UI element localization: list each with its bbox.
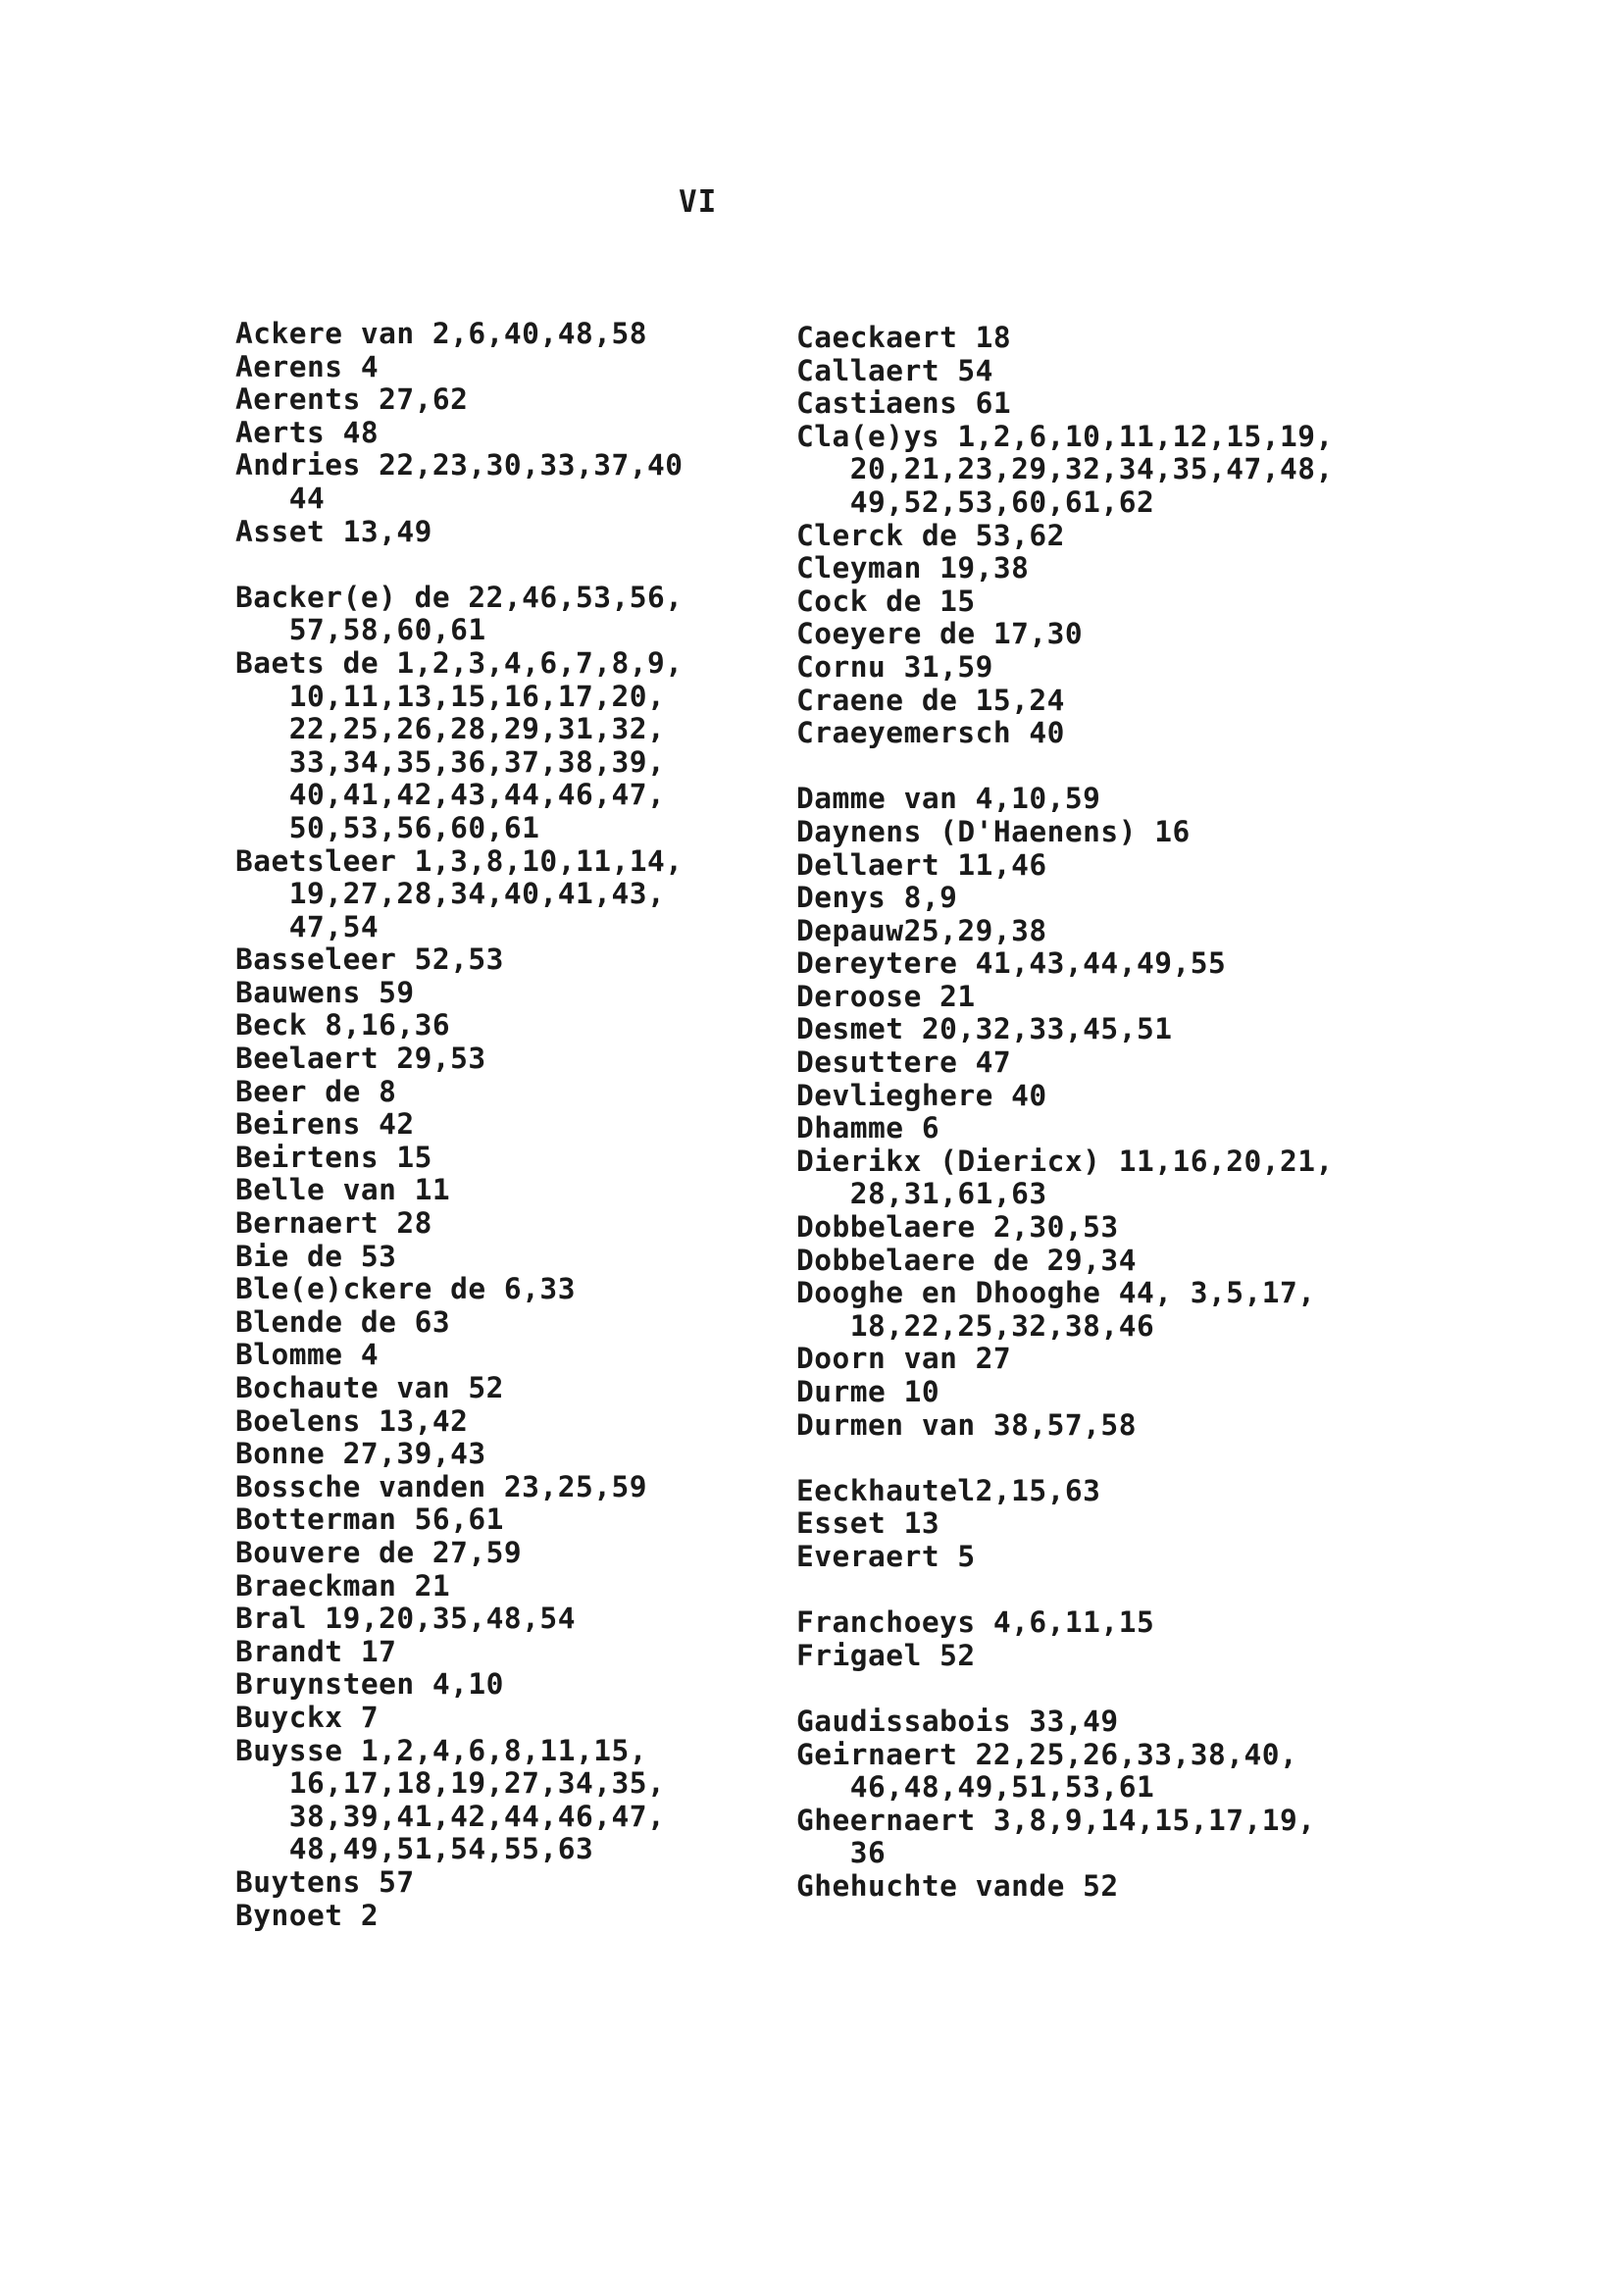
index-entry: Aerents 27,62 [235,382,469,417]
index-entry: Bouvere de 27,59 [235,1535,523,1569]
index-entry: Frigael 52 [796,1638,976,1672]
index-entry: Bruynsteen 4,10 [235,1667,504,1702]
index-entry: Botterman 56,61 [235,1502,504,1537]
index-entry: Desuttere 47 [796,1045,1012,1080]
index-letter-group [796,1606,1600,1672]
index-entry: Dereytere 41,43,44,49,55 [796,946,1227,981]
index-entry: Deroose 21 [796,979,976,1013]
index-entry: Bochaute van 52 [235,1371,504,1404]
index-entry: Beelaert 29,53 [235,1042,486,1076]
index-entry: Damme van 4,10,59 [796,782,1101,816]
index-entry: Craene de 15,24 [796,683,1065,717]
index-entry: 38,39,41,42,44,46,47, [235,1799,666,1833]
index-entry: Bie de 53 [235,1239,397,1273]
index-entry: Ackere van 2,6,40,48,58 [235,317,647,350]
group-gap [796,1442,1600,1475]
index-entry: Bynoet 2 [235,1898,380,1932]
index-entry: Dhamme 6 [796,1111,940,1146]
index-letter-group [796,1706,1600,1904]
index-entry: Bernaert 28 [235,1206,432,1241]
index-letter-group [796,783,1600,1442]
index-entry: Braeckman 21 [235,1568,451,1603]
index-entry: Caeckaert 18 [796,321,1012,354]
index-entry: Cornu 31,59 [796,649,993,684]
index-entry: Doorn van 27 [796,1342,1012,1376]
index-entry: 49,52,53,60,61,62 [796,484,1155,519]
index-entry: Beck 8,16,36 [235,1008,451,1043]
index-entry: 36 [796,1836,887,1870]
index-entry: Bossche vanden 23,25,59 [235,1469,647,1503]
index-entry: Baetsleer 1,3,8,10,11,14, [235,843,684,878]
index-entry: Desmet 20,32,33,45,51 [796,1012,1173,1046]
index-entry: 22,25,26,28,29,31,32, [235,712,666,746]
index-entry: Buysse 1,2,4,6,8,11,15, [235,1733,647,1767]
index-entry: Dellaert 11,46 [796,847,1047,882]
index-letter-group [235,318,824,548]
index-entry: Geirnaert 22,25,26,33,38,40, [796,1737,1298,1771]
index-entry: Clerck de 53,62 [796,518,1065,552]
index-entry: Bauwens 59 [235,975,415,1009]
index-entry: 28,31,61,63 [796,1177,1047,1211]
index-entry: 40,41,42,43,44,46,47, [235,778,666,812]
index-entry: Brandt 17 [235,1634,397,1668]
index-entry: Bral 19,20,35,48,54 [235,1602,576,1636]
index-entry: Devlieghere 40 [796,1078,1047,1112]
index-entry: Ble(e)ckere de 6,33 [235,1272,576,1306]
index-entry: Blomme 4 [235,1338,380,1372]
index-entry: Aerens 4 [235,349,380,383]
index-entry: Franchoeys 4,6,11,15 [796,1605,1155,1640]
index-entry: Cleyman 19,38 [796,551,1030,585]
index-entry: 57,58,60,61 [235,613,486,647]
index-entry: 33,34,35,36,37,38,39, [235,744,666,779]
index-entry: 20,21,23,29,32,34,35,47,48, [796,452,1334,486]
index-entry: Buytens 57 [235,1864,415,1899]
index-entry: 10,11,13,15,16,17,20, [235,679,666,713]
page-number: VI [679,184,718,220]
index-entry: Boelens 13,42 [235,1403,469,1438]
index-entry: Blende de 63 [235,1304,451,1339]
index-entry: Coeyere de 17,30 [796,617,1084,651]
index-entry: Andries 22,23,30,33,37,40 [235,448,684,483]
index-entry: Dierikx (Diericx) 11,16,20,21, [796,1144,1334,1178]
index-entry: 16,17,18,19,27,34,35, [235,1766,666,1801]
index-entry: 47,54 [235,909,380,943]
index-entry: 46,48,49,51,53,61 [796,1770,1155,1805]
group-gap [796,1574,1600,1607]
index-entry: Basseleer 52,53 [235,942,504,977]
index-entry: Durme 10 [796,1375,940,1408]
group-gap [796,1672,1600,1706]
index-entry: Denys 8,9 [796,881,958,915]
index-entry: Esset 13 [796,1506,940,1541]
group-gap [796,750,1600,784]
index-entry: Eeckhautel2,15,63 [796,1473,1101,1507]
index-entry: Cock de 15 [796,584,976,618]
index-entry: Gheernaert 3,8,9,14,15,17,19, [796,1803,1316,1837]
index-entry: Beirtens 15 [235,1140,432,1174]
index-entry: Aerts 48 [235,415,380,449]
index-entry: Daynens (D'Haenens) 16 [796,814,1191,848]
index-entry: Everaert 5 [796,1539,976,1573]
index-letter-group [796,1475,1600,1574]
index-entry: Durmen van 38,57,58 [796,1407,1137,1442]
index-entry: Callaert 54 [796,353,993,387]
index-entry: Cla(e)ys 1,2,6,10,11,12,15,19, [796,419,1334,453]
index-entry: 18,22,25,32,38,46 [796,1308,1155,1343]
index-entry: Ghehuchte vande 52 [796,1868,1119,1903]
index-entry: Gaudissabois 33,49 [796,1704,1119,1738]
index-entry: Bonne 27,39,43 [235,1437,486,1471]
index-entry: 44 [235,481,326,515]
index-entry: 50,53,56,60,61 [235,810,540,844]
group-gap [235,548,824,582]
index-entry: Craeyemersch 40 [796,716,1065,750]
index-entry: Buyckx 7 [235,1700,380,1734]
index-column-right [796,322,1600,1904]
index-column-left [235,318,824,1932]
index-entry: Belle van 11 [235,1173,451,1207]
index-entry: Dooghe en Dhooghe 44, 3,5,17, [796,1276,1316,1310]
index-entry: Beirens 42 [235,1107,415,1142]
index-entry: Dobbelaere 2,30,53 [796,1210,1119,1245]
index-letter-group [235,582,824,1932]
index-entry: Depauw25,29,38 [796,913,1047,947]
index-entry: Castiaens 61 [796,386,1012,421]
index-entry: Beer de 8 [235,1074,397,1108]
index-entry: Backer(e) de 22,46,53,56, [235,580,684,614]
index-entry: 48,49,51,54,55,63 [235,1832,594,1866]
index-letter-group [796,322,1600,750]
index-entry: Asset 13,49 [235,514,432,548]
index-entry: Dobbelaere de 29,34 [796,1243,1137,1277]
index-entry: 19,27,28,34,40,41,43, [235,877,666,911]
index-entry: Baets de 1,2,3,4,6,7,8,9, [235,645,684,680]
